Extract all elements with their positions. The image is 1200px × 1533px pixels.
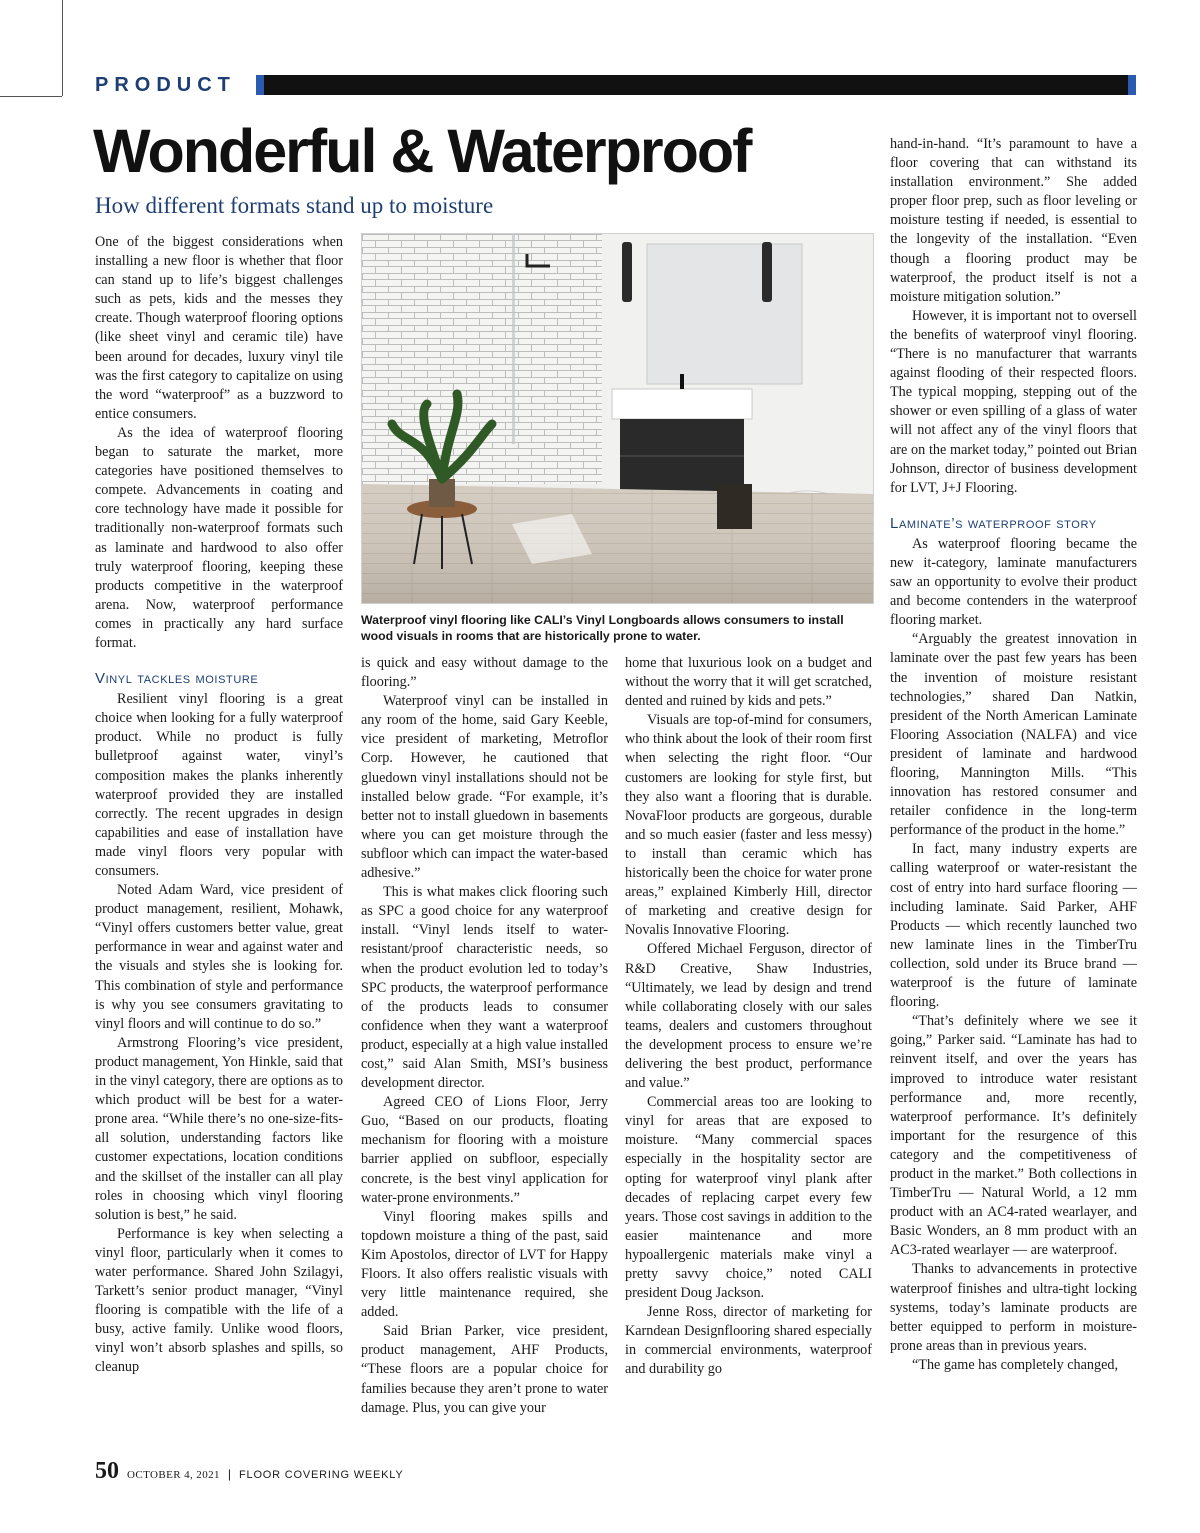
paragraph: Agreed CEO of Lions Floor, Jerry Guo, “Based on our products, floating mechanism for flooring with a moisture barrier applied on subfloor, especially concrete, is the best vinyl application for water-prone environments.”	[361, 1094, 608, 1206]
paragraph: This is what makes click flooring such as SPC a good choice for any waterproof install. “Vinyl lends itself to water-resistant/proof characteristic needs, so when the product evolution led to today’s SPC products, the waterproof performance of the products leads to consumer confidence when they want a waterproof product, especially at a high value installed cost,” said Alan Smith, MSI’s business development director.	[361, 884, 608, 1092]
column-4	[890, 135, 1137, 1490]
paragraph: Vinyl flooring makes spills and topdown moisture a thing of the past, said Kim Apostolos, director of LVT for Happy Floors. It also offers realistic visuals with very little maintenance required, she added.	[361, 1208, 608, 1321]
paragraph: home that luxurious look on a budget and without the worry that it will get scratched, dented and ruined by kids and pets.”	[625, 655, 872, 710]
paragraph: Jenne Ross, director of marketing for Karndean Designflooring shared especially in commercial environments, waterproof and durability go	[625, 1304, 872, 1378]
bathroom-photo	[361, 233, 874, 604]
paragraph: Noted Adam Ward, vice president of product management, resilient, Mohawk, “Vinyl offers customers better value, great performance in wear and against water and the visuals and styles she is looking for. This combination of style and performance is why you see consumers gravitating to vinyl floors and will continue to do so.”	[95, 882, 343, 1032]
paragraph: Thanks to advancements in protective waterproof finishes and ultra-tight locking systems, today’s laminate products are better equipped to perform in moisture-prone areas than in previous years.	[890, 1261, 1137, 1354]
paragraph: In fact, many industry experts are calling waterproof or water-resistant the cost of entry into hard surface flooring — including laminate. Said Parker, AHF Products — which recently launched two new laminate lines in the TimberTru collection, sold under its Bruce brand — waterproof is the future of laminate flooring.	[890, 841, 1137, 1011]
deck: How different formats stand up to moisture	[95, 193, 494, 218]
vanity-sink	[612, 389, 752, 419]
paragraph: “Arguably the greatest innovation in laminate over the past few years has been the invention of moisture resistant technologies,” shared Dan Natkin, president of the North American Laminate Flooring Association (NALFA) and vice president of laminate and hardwood flooring, Mannington Mills. “This innovation has restored consumer and retailer confidence in the long-term performance of the product in the home.”	[890, 631, 1137, 839]
headline: Wonderful & Waterproof	[93, 117, 751, 185]
page-footer	[95, 1458, 404, 1485]
paragraph: Armstrong Flooring’s vice president, product management, Yon Hinkle, said that in the vinyl category, there are options as to which product will be best for a water-prone area. “While there’s no one-size-fits-all solution, understanding factors like customer expectations, location conditions and the skillset of the installer can all play roles in choosing which vinyl flooring solution is best,” he said.	[95, 1034, 343, 1223]
paragraph: is quick and easy without damage to the flooring.”	[361, 655, 608, 691]
glass-panel-edge	[512, 234, 515, 444]
column-3	[625, 654, 872, 1490]
crop-mark-horizontal	[0, 96, 62, 97]
paragraph: As waterproof flooring became the new it-category, laminate manufacturers saw an opportunity to evolve their product and become contenders in the waterproof flooring market.	[890, 535, 1137, 629]
paragraph: Waterproof vinyl can be installed in any room of the home, said Gary Keeble, vice president of marketing, Metroflor Corp. However, he cautioned that gluedown vinyl installations should not be installed below grade. “For example, it’s better not to install gluedown in basements where you can get moisture through the subfloor which can impact the water-based adhesive.”	[361, 693, 608, 882]
section-bar	[256, 75, 1136, 95]
paragraph: “The game has completely changed,	[912, 1356, 1119, 1373]
paragraph: hand-in-hand. “It’s paramount to have a floor covering that can withstand its installation environment.” She added proper floor prep, such as floor leveling or moisture testing if needed, is essential to the longevity of the installation. “Even though a flooring product may be waterproof, the product itself is not a moisture mitigation solution.”	[890, 136, 1137, 305]
paragraph: Performance is key when selecting a vinyl floor, particularly when it comes to water performance. Shared John Szilagyi, Tarkett’s senior product manager, “Vinyl flooring is compatible with the life of a busy, active family. Unlike wood floors, vinyl won’t absorb splashes and spills, so cleanup	[95, 1225, 343, 1376]
issue-date: OCTOBER 4, 2021	[127, 1469, 220, 1481]
column-1	[95, 233, 343, 1533]
subway-tile-wall	[362, 234, 602, 484]
section-label: PRODUCT	[95, 74, 236, 96]
wall-sconce-right	[762, 242, 772, 302]
subhead-vinyl: Vinyl tackles moisture	[95, 670, 259, 688]
mirror	[647, 244, 802, 384]
paragraph: Resilient vinyl flooring is a great choice when looking for a fully waterproof product. While no product is fully bulletproof against water, vinyl’s composition makes the planks inherently waterproof provided they are installed correctly. The recent upgrades in design capabilities and ease of installation have made vinyl floors very popular with consumers.	[95, 691, 343, 879]
paragraph: Visuals are top-of-mind for consumers, who think about the look of their room first when selecting the right floor. “Our customers are looking for style first, but they also want a flooring that is durable. NovaFloor products are gorgeous, durable and so much easier (faster and less messy) to install than ceramic which has historically been the choice for water prone areas,” explained Kimberly Hill, director of marketing and creative design for Novalis Innovative Flooring.	[625, 712, 872, 939]
paragraph: “That’s definitely where we see it going,” Parker said. “Laminate has had to reinvent itself, and over the years has improved to introduce water resistant performance and, more recently, waterproof performance. It’s definitely important for the resurgence of this category and the competitiveness of product in the market.” Both collections in TimberTru — Natural World, a 12 mm product with an AC4-rated wearlayer, and Basic Wonders, an 8 mm product with an AC3-rated wearlayer — are waterproof.	[890, 1013, 1137, 1259]
paragraph: Said Brian Parker, vice president, product management, AHF Products, “These floors are a popular choice for families because they aren’t prone to water damage. Plus, you can give your	[361, 1323, 608, 1416]
wall-sconce-left	[622, 242, 632, 302]
paragraph: As the idea of waterproof flooring began to saturate the market, more categories have positioned themselves to compete. Advancements in coating and core technology have made it possible for traditionally non-waterproof formats such as laminate and hardwood to also offer truly waterproof flooring, keeping these products competitive in the waterproof arena. Now, waterproof performance comes in practically any hard surface format.	[95, 424, 343, 651]
paragraph: Commercial areas too are looking to vinyl for areas that are exposed to moisture. “Many commercial spaces especially in the hospitality sector are opting for waterproof vinyl plank after decades of replacing carpet every few years. Those cost savings in addition to the easier maintenance and more hypoallergenic materials make vinyl a pretty savvy choice,” noted CALI president Doug Jackson.	[625, 1094, 872, 1302]
crop-mark-vertical	[62, 0, 63, 96]
wastebasket	[717, 484, 752, 529]
column-2	[361, 654, 608, 1490]
paragraph: One of the biggest considerations when installing a new floor is whether that floor can stand up to life’s biggest challenges such as pets, kids and the messes they create. Though waterproof flooring options (like sheet vinyl and ceramic tile) have been around for decades, luxury vinyl tile was the first category to capitalize on using the word “waterproof” as a buzzword to entice consumers.	[95, 234, 343, 422]
paragraph: However, it is important not to oversell the benefits of waterproof vinyl flooring. “There is no manufacturer that warrants against flooding of their respected floors. The typical mopping, stepping out of the shower or even spilling of a glass of water will not affect any of the vinyl floors that are on the market today,” pointed out Brian Johnson, director of business development for LVT, J+J Flooring.	[890, 307, 1137, 496]
footer-separator: |	[227, 1467, 232, 1481]
photo-caption: Waterproof vinyl flooring like CALI’s Vinyl Longboards allows consumers to install wood visuals in rooms that are historically prone to water.	[361, 613, 844, 643]
subhead-laminate: Laminate’s waterproof story	[890, 514, 1097, 532]
paragraph: Offered Michael Ferguson, director of R&D Creative, Shaw Industries, “Ultimately, we lead by design and trend while collaborating closely with our sales teams, dealers and customers throughout the development process to ensure we’re delivering the best product, performance and value.”	[625, 941, 872, 1092]
page-number: 50	[95, 1458, 119, 1484]
publication-name: FLOOR COVERING WEEKLY	[239, 1469, 404, 1481]
